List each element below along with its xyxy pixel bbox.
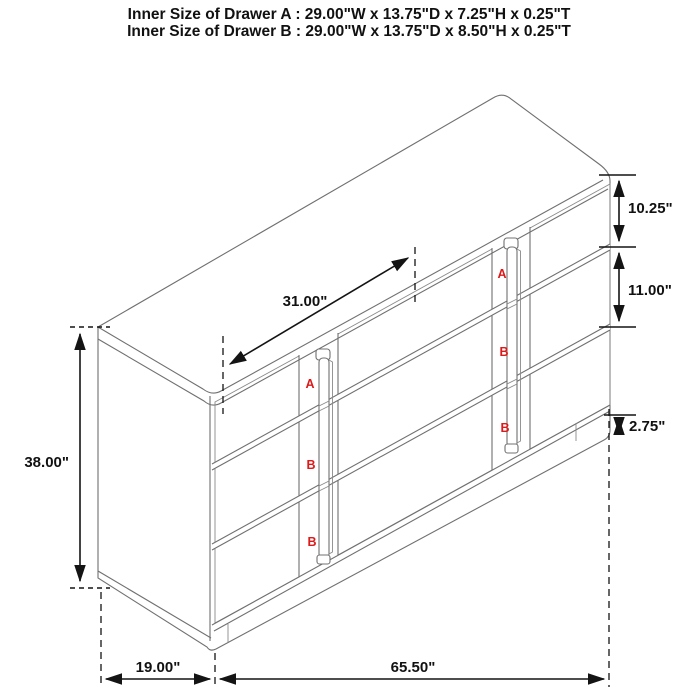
dim-label-width: 65.50" [390, 659, 436, 676]
diagram-title-line-1: Inner Size of Drawer A : 29.00"W x 13.75"D x 7.25"H x 0.25"T [127, 6, 571, 23]
cabinet-drawing [98, 95, 610, 650]
dim-label-base-height: 2.75" [629, 418, 666, 435]
dim-label-drawer-width: 31.00" [282, 293, 328, 310]
dim-label-top-drawer: 10.25" [628, 200, 673, 217]
diagram-title-line-2: Inner Size of Drawer B : 29.00"W x 13.75"D x 8.50"H x 0.25"T [127, 23, 571, 40]
drawer-label-left-b2: B [307, 535, 317, 549]
dim-label-depth: 19.00" [135, 659, 181, 676]
dim-base-height [604, 415, 665, 435]
drawer-label-right-a: A [497, 267, 507, 281]
dim-label-height: 38.00" [24, 454, 69, 471]
dim-height [24, 327, 110, 588]
drawer-label-left-b1: B [306, 458, 316, 472]
drawer-label-right-b1: B [499, 345, 509, 359]
drawer-label-left-a: A [305, 377, 315, 391]
drawer-label-right-b2: B [500, 421, 510, 435]
dim-label-middle-drawer: 11.00" [628, 282, 672, 299]
